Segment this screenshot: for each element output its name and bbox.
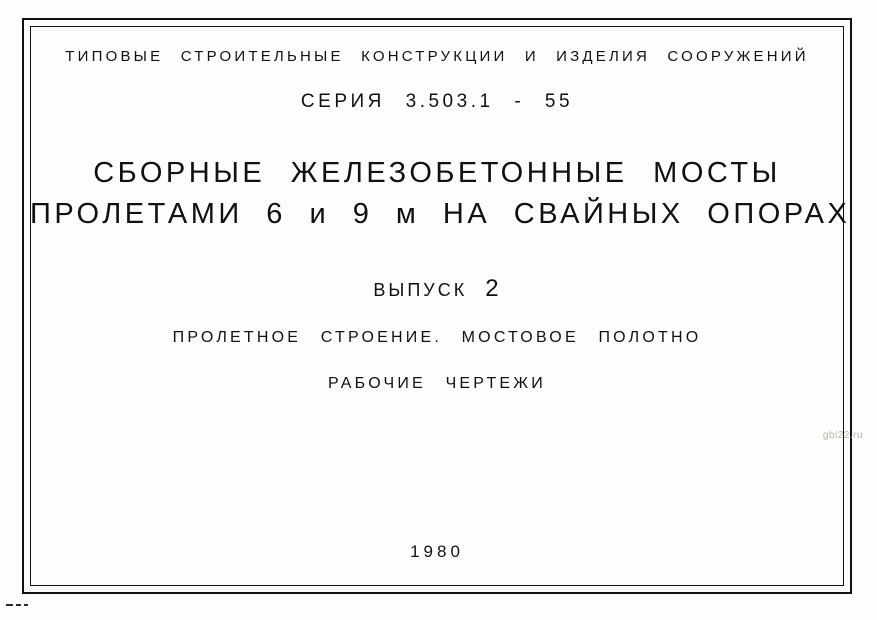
scan-artifact [6, 604, 13, 606]
issue-line [30, 275, 844, 303]
subtitle-line-2: РАБОЧИЕ ЧЕРТЕЖИ [328, 375, 546, 392]
subtitle-line-1: ПРОЛЕТНОЕ СТРОЕНИЕ. МОСТОВОЕ ПОЛОТНО [172, 329, 702, 346]
scan-artifact [16, 604, 21, 606]
publication-year: 1980 [410, 542, 464, 561]
document-title-line-1: СБОРНЫЕ ЖЕЛЕЗОБЕТОННЫЕ МОСТЫ [93, 157, 781, 189]
series-header: ТИПОВЫЕ СТРОИТЕЛЬНЫЕ КОНСТРУКЦИИ И ИЗДЕЛИЯ СООРУЖЕНИЙ [65, 48, 809, 65]
title-block [30, 26, 851, 586]
watermark: gbi22.ru [822, 430, 863, 441]
document-title-line-2: ПРОЛЕТАМИ 6 и 9 м НА СВАЙНЫХ ОПОРАХ [30, 198, 851, 230]
scan-artifact [24, 604, 28, 606]
series-number: СЕРИЯ 3.503.1 - 55 [300, 91, 574, 112]
issue-number: 2 [485, 275, 501, 302]
issue-label: ВЫПУСК [373, 280, 468, 300]
